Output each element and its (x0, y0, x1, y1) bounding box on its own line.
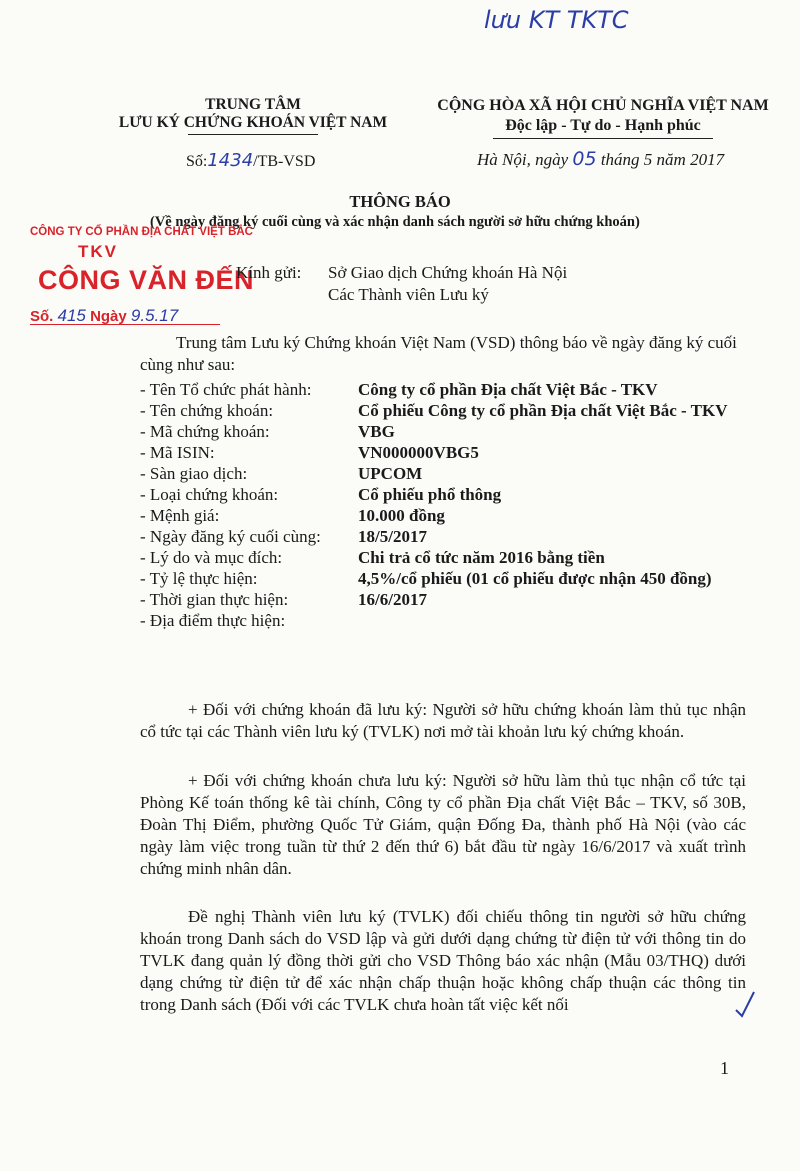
info-row (140, 547, 748, 568)
info-value: 10.000 đồng (358, 506, 445, 525)
paragraph-deposited: + Đối với chứng khoán đã lưu ký: Người sở hữu chứng khoán làm thủ tục nhận cổ tức tại các Thành viên lưu ký (TVLK) nơi mở tài khoản lưu ký chứng khoán. (140, 700, 746, 741)
date-prefix: Hà Nội, ngày (477, 150, 569, 169)
info-label: - Tên chứng khoán: (140, 401, 274, 420)
info-value: UPCOM (358, 464, 423, 483)
info-value: 16/6/2017 (358, 590, 427, 609)
date-suffix: tháng 5 năm 2017 (600, 150, 725, 169)
info-label: - Mã chứng khoán: (140, 422, 270, 441)
info-row (140, 568, 748, 589)
page-title: THÔNG BÁO (349, 192, 451, 211)
info-value: Cổ phiếu phổ thông (358, 485, 502, 504)
issuer-underline (188, 134, 318, 135)
stamp-no-value: 415 (57, 306, 86, 325)
stamp-number-date: Số. 415 Ngày 9.5.17 (30, 306, 179, 325)
national-underline (493, 138, 713, 139)
docno-handwritten: 1434 (207, 150, 254, 171)
docno-prefix: Số: (186, 153, 208, 170)
info-value: Chi trả cổ tức năm 2016 bằng tiền (358, 548, 605, 567)
info-label: - Tỷ lệ thực hiện: (140, 569, 258, 588)
stamp-title: CÔNG VĂN ĐẾN (38, 265, 255, 295)
info-row (140, 400, 748, 421)
docno-suffix: /TB-VSD (253, 153, 316, 170)
issuer-line1: TRUNG TÂM (205, 96, 301, 113)
info-value: 4,5%/cổ phiếu (01 cổ phiếu được nhận 450 đồng) (358, 569, 712, 588)
info-row (140, 379, 748, 400)
paragraph-request: Đề nghị Thành viên lưu ký (TVLK) đối chiếu thông tin người sở hữu chứng khoán trong Danh sách do VSD lập và gửi dưới dạng chứng từ điện tử với thông tin do TVLK đang quản lý đồng thời gửi cho VSD Thông báo xác nhận (Mẫu 03/THQ) dưới dạng chứng từ điện tử để xác nhận chấp thuận hoặc không chấp thuận các thông tin trong Danh sách (Đối với các TVLK chưa hoàn tất việc kết nối (140, 907, 746, 1014)
info-label: - Loại chứng khoán: (140, 485, 279, 504)
page-subtitle: (Về ngày đăng ký cuối cùng và xác nhận danh sách người sở hữu chứng khoán) (150, 214, 640, 230)
info-row (140, 463, 748, 484)
info-label: - Mã ISIN: (140, 443, 215, 462)
info-label: - Địa điểm thực hiện: (140, 611, 286, 630)
recipient-1: Sở Giao dịch Chứng khoán Hà Nội (328, 263, 568, 282)
info-value: Cổ phiếu Công ty cổ phần Địa chất Việt Bắc - TKV (358, 401, 728, 420)
info-row (140, 589, 748, 610)
intro-paragraph: Trung tâm Lưu ký Chứng khoán Việt Nam (VSD) thông báo về ngày đăng ký cuối cùng như sau: (140, 333, 737, 374)
page-number: 1 (720, 1058, 729, 1078)
stamp-date-label: Ngày (90, 308, 127, 325)
info-row (140, 505, 748, 526)
stamp-no-label: Số (30, 308, 50, 325)
info-label: - Ngày đăng ký cuối cùng: (140, 527, 321, 546)
info-label: - Tên Tổ chức phát hành: (140, 380, 312, 399)
info-value (358, 610, 748, 631)
recipients-block (236, 262, 567, 306)
info-row (140, 484, 748, 505)
info-label: - Mệnh giá: (140, 506, 220, 525)
stamp-company-name: CÔNG TY CỔ PHẦN ĐỊA CHẤT VIỆT BẮC (30, 226, 253, 238)
recipients-label: Kính gửi: (236, 263, 302, 282)
handwritten-note: lưu KT TKTC (484, 6, 629, 34)
national-header (418, 96, 788, 139)
info-value: VN000000VBG5 (358, 443, 479, 462)
recipient-2: Các Thành viên Lưu ký (328, 285, 489, 304)
national-motto-line1: CỘNG HÒA XÃ HỘI CHỦ NGHĨA VIỆT NAM (437, 97, 769, 114)
info-value: 18/5/2017 (358, 527, 427, 546)
info-value: Công ty cổ phần Địa chất Việt Bắc - TKV (358, 380, 658, 399)
info-value: VBG (358, 422, 395, 441)
check-mark-icon (734, 990, 756, 1023)
info-table (140, 379, 760, 631)
date-line (477, 148, 724, 170)
stamp-date-value: 9.5.17 (130, 306, 179, 325)
info-label: - Thời gian thực hiện: (140, 590, 289, 609)
info-row (140, 610, 748, 631)
stamp-underline (30, 324, 220, 325)
document-number (186, 150, 315, 171)
info-label: - Lý do và mục đích: (140, 548, 283, 567)
info-row (140, 421, 748, 442)
date-day-handwritten: 05 (572, 148, 597, 170)
issuer-header (118, 96, 388, 135)
national-motto-line2: Độc lập - Tự do - Hạnh phúc (505, 117, 701, 134)
paragraph-not-deposited: + Đối với chứng khoán chưa lưu ký: Người sở hữu làm thủ tục nhận cổ tức tại Phòng Kế toán thống kê tài chính, Công ty cổ phần Địa chất Việt Bắc – TKV, số 30B, Đoàn Thị Điểm, phường Quốc Tử Giám, quận Đống Đa, thành phố Hà Nội (vào các ngày làm việc trong tuần từ thứ 2 đến thứ 6) bắt đầu từ ngày 16/6/2017 và xuất trình chứng minh nhân dân. (140, 771, 746, 878)
info-row (140, 442, 748, 463)
info-label: - Sàn giao dịch: (140, 464, 248, 483)
issuer-line2: LƯU KÝ CHỨNG KHOÁN VIỆT NAM (118, 114, 388, 131)
info-row (140, 526, 748, 547)
stamp-tkv: TKV (78, 242, 118, 261)
